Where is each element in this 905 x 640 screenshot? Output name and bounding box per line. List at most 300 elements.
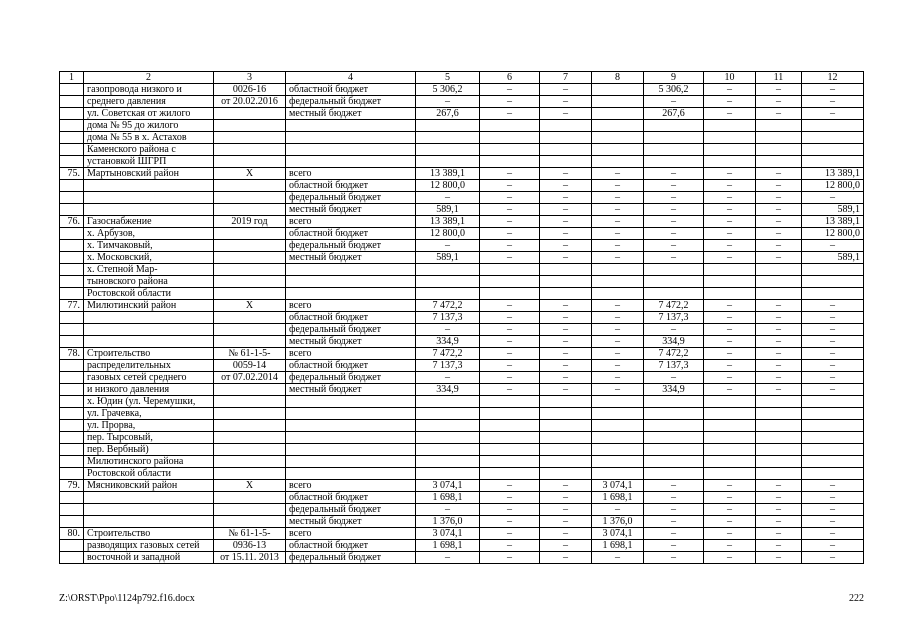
- value-col-9-cell: –: [644, 528, 704, 540]
- value-col-7-cell: [540, 276, 592, 288]
- value-col-8-cell: [592, 144, 644, 156]
- total-value-cell: [416, 276, 480, 288]
- total-value-cell: [416, 432, 480, 444]
- table-row: [60, 360, 864, 372]
- row-number-cell: [60, 312, 84, 324]
- value-col-7-cell: –: [540, 228, 592, 240]
- document-ref-cell: [214, 144, 286, 156]
- funding-source-cell: [286, 420, 416, 432]
- value-col-7-cell: [540, 444, 592, 456]
- value-col-8-cell: [592, 420, 644, 432]
- document-ref-cell: 0026-16: [214, 84, 286, 96]
- value-col-12-cell: [802, 276, 864, 288]
- document-ref-cell: [214, 516, 286, 528]
- value-col-10-cell: –: [704, 300, 756, 312]
- total-value-cell: [416, 144, 480, 156]
- value-col-11-cell: –: [756, 192, 802, 204]
- row-number-cell: [60, 288, 84, 300]
- object-name-cell: [84, 516, 214, 528]
- value-col-7-cell: –: [540, 300, 592, 312]
- row-number-cell: [60, 360, 84, 372]
- value-col-6-cell: –: [480, 108, 540, 120]
- total-value-cell: 7 137,3: [416, 312, 480, 324]
- value-col-8-cell: [592, 96, 644, 108]
- value-col-9-cell: [644, 408, 704, 420]
- value-col-12-cell: –: [802, 240, 864, 252]
- document-ref-cell: [214, 336, 286, 348]
- document-ref-cell: [214, 252, 286, 264]
- value-col-9-cell: [644, 276, 704, 288]
- value-col-10-cell: –: [704, 204, 756, 216]
- document-ref-cell: [214, 396, 286, 408]
- value-col-12-cell: –: [802, 528, 864, 540]
- value-col-9-cell: –: [644, 228, 704, 240]
- document-ref-cell: [214, 204, 286, 216]
- value-col-9-cell: [644, 156, 704, 168]
- total-value-cell: –: [416, 192, 480, 204]
- document-ref-cell: [214, 384, 286, 396]
- value-col-8-cell: –: [592, 228, 644, 240]
- value-col-8-cell: –: [592, 312, 644, 324]
- value-col-12-cell: [802, 132, 864, 144]
- value-col-6-cell: –: [480, 252, 540, 264]
- value-col-8-cell: 1 376,0: [592, 516, 644, 528]
- value-col-11-cell: –: [756, 324, 802, 336]
- table-row: [60, 84, 864, 96]
- total-value-cell: –: [416, 372, 480, 384]
- column-header: 2: [84, 72, 214, 84]
- table-row: [60, 192, 864, 204]
- table-row: [60, 384, 864, 396]
- value-col-7-cell: –: [540, 192, 592, 204]
- value-col-10-cell: –: [704, 336, 756, 348]
- value-col-6-cell: [480, 144, 540, 156]
- value-col-10-cell: [704, 468, 756, 480]
- value-col-8-cell: [592, 120, 644, 132]
- value-col-9-cell: 7 137,3: [644, 312, 704, 324]
- value-col-12-cell: –: [802, 108, 864, 120]
- total-value-cell: 267,6: [416, 108, 480, 120]
- table-row: [60, 108, 864, 120]
- table-row: [60, 120, 864, 132]
- value-col-7-cell: –: [540, 504, 592, 516]
- value-col-6-cell: [480, 408, 540, 420]
- row-number-cell: [60, 192, 84, 204]
- value-col-10-cell: –: [704, 180, 756, 192]
- value-col-12-cell: –: [802, 312, 864, 324]
- table-row: [60, 264, 864, 276]
- value-col-11-cell: [756, 408, 802, 420]
- value-col-10-cell: –: [704, 192, 756, 204]
- document-ref-cell: [214, 324, 286, 336]
- value-col-12-cell: –: [802, 384, 864, 396]
- row-number-cell: [60, 396, 84, 408]
- document-ref-cell: 0936-13: [214, 540, 286, 552]
- object-name-cell: х. Степной Мар-: [84, 264, 214, 276]
- funding-source-cell: местный бюджет: [286, 384, 416, 396]
- row-number-cell: [60, 276, 84, 288]
- column-header: 4: [286, 72, 416, 84]
- value-col-8-cell: 3 074,1: [592, 528, 644, 540]
- funding-source-cell: всего: [286, 480, 416, 492]
- object-name-cell: х. Арбузов,: [84, 228, 214, 240]
- value-col-11-cell: [756, 396, 802, 408]
- value-col-7-cell: –: [540, 528, 592, 540]
- value-col-9-cell: 334,9: [644, 336, 704, 348]
- value-col-7-cell: –: [540, 96, 592, 108]
- object-name-cell: [84, 204, 214, 216]
- table-row: [60, 480, 864, 492]
- value-col-12-cell: 12 800,0: [802, 180, 864, 192]
- value-col-7-cell: [540, 288, 592, 300]
- table-row: [60, 168, 864, 180]
- row-number-cell: [60, 228, 84, 240]
- value-col-12-cell: –: [802, 336, 864, 348]
- total-value-cell: [416, 120, 480, 132]
- column-header: 12: [802, 72, 864, 84]
- row-number-cell: [60, 468, 84, 480]
- value-col-9-cell: [644, 132, 704, 144]
- total-value-cell: 13 389,1: [416, 168, 480, 180]
- total-value-cell: [416, 408, 480, 420]
- value-col-7-cell: –: [540, 540, 592, 552]
- value-col-6-cell: [480, 156, 540, 168]
- object-name-cell: пер. Тырсовый,: [84, 432, 214, 444]
- row-number-cell: [60, 204, 84, 216]
- value-col-6-cell: –: [480, 192, 540, 204]
- row-number-cell: [60, 324, 84, 336]
- value-col-8-cell: [592, 276, 644, 288]
- value-col-9-cell: [644, 420, 704, 432]
- value-col-9-cell: –: [644, 324, 704, 336]
- value-col-9-cell: [644, 432, 704, 444]
- value-col-11-cell: –: [756, 480, 802, 492]
- document-ref-cell: № 61-1-5-: [214, 348, 286, 360]
- table-row: [60, 372, 864, 384]
- value-col-10-cell: –: [704, 552, 756, 564]
- object-name-cell: Мясниковский район: [84, 480, 214, 492]
- value-col-9-cell: –: [644, 372, 704, 384]
- value-col-10-cell: [704, 120, 756, 132]
- value-col-6-cell: –: [480, 504, 540, 516]
- value-col-6-cell: –: [480, 552, 540, 564]
- column-header: 5: [416, 72, 480, 84]
- value-col-7-cell: [540, 144, 592, 156]
- value-col-9-cell: –: [644, 192, 704, 204]
- value-col-8-cell: –: [592, 336, 644, 348]
- value-col-10-cell: –: [704, 360, 756, 372]
- value-col-6-cell: –: [480, 96, 540, 108]
- value-col-7-cell: –: [540, 324, 592, 336]
- total-value-cell: 7 472,2: [416, 300, 480, 312]
- value-col-10-cell: [704, 420, 756, 432]
- value-col-8-cell: [592, 408, 644, 420]
- object-name-cell: [84, 504, 214, 516]
- value-col-11-cell: –: [756, 240, 802, 252]
- value-col-10-cell: –: [704, 372, 756, 384]
- row-number-cell: [60, 540, 84, 552]
- value-col-9-cell: 334,9: [644, 384, 704, 396]
- value-col-9-cell: –: [644, 252, 704, 264]
- document-ref-cell: Х: [214, 168, 286, 180]
- value-col-7-cell: [540, 156, 592, 168]
- value-col-6-cell: [480, 264, 540, 276]
- row-number-cell: [60, 120, 84, 132]
- value-col-7-cell: –: [540, 372, 592, 384]
- value-col-8-cell: [592, 84, 644, 96]
- value-col-9-cell: 7 472,2: [644, 348, 704, 360]
- column-header: 1: [60, 72, 84, 84]
- value-col-10-cell: [704, 444, 756, 456]
- row-number-cell: [60, 252, 84, 264]
- value-col-7-cell: [540, 432, 592, 444]
- row-number-cell: 80.: [60, 528, 84, 540]
- object-name-cell: [84, 336, 214, 348]
- value-col-9-cell: 5 306,2: [644, 84, 704, 96]
- value-col-12-cell: [802, 420, 864, 432]
- table-row: [60, 312, 864, 324]
- column-header: 6: [480, 72, 540, 84]
- document-ref-cell: [214, 468, 286, 480]
- total-value-cell: [416, 444, 480, 456]
- value-col-7-cell: –: [540, 168, 592, 180]
- table-row: [60, 204, 864, 216]
- value-col-7-cell: –: [540, 336, 592, 348]
- table-row: [60, 528, 864, 540]
- value-col-12-cell: [802, 432, 864, 444]
- value-col-11-cell: [756, 444, 802, 456]
- value-col-12-cell: –: [802, 492, 864, 504]
- document-ref-cell: [214, 504, 286, 516]
- document-ref-cell: Х: [214, 480, 286, 492]
- value-col-10-cell: [704, 408, 756, 420]
- total-value-cell: [416, 132, 480, 144]
- total-value-cell: 12 800,0: [416, 180, 480, 192]
- value-col-6-cell: –: [480, 480, 540, 492]
- funding-source-cell: [286, 144, 416, 156]
- table-row: [60, 396, 864, 408]
- row-number-cell: [60, 420, 84, 432]
- object-name-cell: газовых сетей среднего: [84, 372, 214, 384]
- value-col-8-cell: [592, 456, 644, 468]
- value-col-10-cell: –: [704, 540, 756, 552]
- total-value-cell: 334,9: [416, 336, 480, 348]
- total-value-cell: 1 698,1: [416, 492, 480, 504]
- row-number-cell: [60, 240, 84, 252]
- value-col-7-cell: –: [540, 84, 592, 96]
- value-col-12-cell: –: [802, 552, 864, 564]
- value-col-11-cell: –: [756, 312, 802, 324]
- object-name-cell: х. Тимчаковый,: [84, 240, 214, 252]
- object-name-cell: Ростовской области: [84, 468, 214, 480]
- value-col-9-cell: –: [644, 240, 704, 252]
- document-ref-cell: [214, 408, 286, 420]
- value-col-6-cell: –: [480, 372, 540, 384]
- value-col-11-cell: [756, 120, 802, 132]
- funding-source-cell: [286, 264, 416, 276]
- document-ref-cell: от 07.02.2014: [214, 372, 286, 384]
- table-row: [60, 96, 864, 108]
- value-col-7-cell: –: [540, 240, 592, 252]
- value-col-11-cell: –: [756, 204, 802, 216]
- row-number-cell: [60, 444, 84, 456]
- row-number-cell: [60, 492, 84, 504]
- row-number-cell: [60, 96, 84, 108]
- total-value-cell: 7 472,2: [416, 348, 480, 360]
- value-col-6-cell: –: [480, 240, 540, 252]
- total-value-cell: [416, 456, 480, 468]
- funding-source-cell: [286, 444, 416, 456]
- value-col-10-cell: –: [704, 168, 756, 180]
- value-col-7-cell: [540, 468, 592, 480]
- value-col-7-cell: [540, 456, 592, 468]
- total-value-cell: 7 137,3: [416, 360, 480, 372]
- table-row: [60, 216, 864, 228]
- value-col-10-cell: –: [704, 84, 756, 96]
- funding-source-cell: [286, 408, 416, 420]
- footer-page-number: 222: [849, 593, 864, 604]
- document-ref-cell: [214, 288, 286, 300]
- funding-source-cell: [286, 396, 416, 408]
- row-number-cell: [60, 264, 84, 276]
- value-col-10-cell: [704, 156, 756, 168]
- value-col-7-cell: –: [540, 216, 592, 228]
- value-col-12-cell: [802, 408, 864, 420]
- document-ref-cell: [214, 108, 286, 120]
- value-col-10-cell: [704, 132, 756, 144]
- table-row: [60, 156, 864, 168]
- value-col-8-cell: –: [592, 204, 644, 216]
- table-row: [60, 300, 864, 312]
- document-ref-cell: [214, 444, 286, 456]
- table-row: [60, 180, 864, 192]
- value-col-12-cell: –: [802, 504, 864, 516]
- document-ref-cell: [214, 120, 286, 132]
- total-value-cell: 589,1: [416, 252, 480, 264]
- funding-source-cell: областной бюджет: [286, 84, 416, 96]
- value-col-8-cell: [592, 444, 644, 456]
- table-row: [60, 516, 864, 528]
- table-row: [60, 468, 864, 480]
- value-col-8-cell: [592, 468, 644, 480]
- value-col-11-cell: –: [756, 336, 802, 348]
- value-col-11-cell: –: [756, 372, 802, 384]
- document-ref-cell: [214, 276, 286, 288]
- funding-source-cell: местный бюджет: [286, 516, 416, 528]
- value-col-10-cell: [704, 288, 756, 300]
- value-col-9-cell: –: [644, 492, 704, 504]
- value-col-11-cell: –: [756, 228, 802, 240]
- value-col-8-cell: –: [592, 216, 644, 228]
- row-number-cell: 76.: [60, 216, 84, 228]
- row-number-cell: [60, 132, 84, 144]
- value-col-7-cell: [540, 120, 592, 132]
- table-row: [60, 432, 864, 444]
- value-col-12-cell: –: [802, 372, 864, 384]
- value-col-7-cell: –: [540, 312, 592, 324]
- value-col-10-cell: –: [704, 324, 756, 336]
- funding-source-cell: всего: [286, 216, 416, 228]
- funding-source-cell: областной бюджет: [286, 360, 416, 372]
- value-col-12-cell: 13 389,1: [802, 168, 864, 180]
- value-col-12-cell: [802, 144, 864, 156]
- value-col-11-cell: –: [756, 504, 802, 516]
- value-col-6-cell: –: [480, 528, 540, 540]
- document-ref-cell: 2019 год: [214, 216, 286, 228]
- object-name-cell: ул. Советская от жилого: [84, 108, 214, 120]
- value-col-6-cell: [480, 468, 540, 480]
- table-row: [60, 132, 864, 144]
- value-col-8-cell: 3 074,1: [592, 480, 644, 492]
- value-col-9-cell: [644, 144, 704, 156]
- value-col-6-cell: –: [480, 216, 540, 228]
- value-col-12-cell: –: [802, 96, 864, 108]
- total-value-cell: 3 074,1: [416, 528, 480, 540]
- value-col-8-cell: –: [592, 168, 644, 180]
- row-number-cell: 77.: [60, 300, 84, 312]
- row-number-cell: [60, 456, 84, 468]
- total-value-cell: [416, 468, 480, 480]
- value-col-9-cell: 267,6: [644, 108, 704, 120]
- row-number-cell: [60, 372, 84, 384]
- value-col-10-cell: [704, 432, 756, 444]
- value-col-6-cell: –: [480, 228, 540, 240]
- funding-source-cell: федеральный бюджет: [286, 552, 416, 564]
- value-col-9-cell: –: [644, 204, 704, 216]
- table-row: [60, 540, 864, 552]
- row-number-cell: [60, 384, 84, 396]
- value-col-9-cell: 7 472,2: [644, 300, 704, 312]
- value-col-7-cell: –: [540, 180, 592, 192]
- document-ref-cell: [214, 432, 286, 444]
- value-col-10-cell: –: [704, 252, 756, 264]
- funding-source-cell: [286, 120, 416, 132]
- row-number-cell: [60, 504, 84, 516]
- column-header: 8: [592, 72, 644, 84]
- object-name-cell: установкой ШГРП: [84, 156, 214, 168]
- value-col-11-cell: –: [756, 300, 802, 312]
- funding-source-cell: областной бюджет: [286, 180, 416, 192]
- funding-source-cell: областной бюджет: [286, 492, 416, 504]
- object-name-cell: Милютинского района: [84, 456, 214, 468]
- value-col-8-cell: –: [592, 348, 644, 360]
- value-col-8-cell: [592, 156, 644, 168]
- value-col-6-cell: [480, 276, 540, 288]
- value-col-11-cell: [756, 276, 802, 288]
- row-number-cell: [60, 108, 84, 120]
- funding-source-cell: областной бюджет: [286, 312, 416, 324]
- value-col-10-cell: –: [704, 492, 756, 504]
- value-col-12-cell: [802, 456, 864, 468]
- value-col-9-cell: –: [644, 180, 704, 192]
- value-col-12-cell: –: [802, 348, 864, 360]
- value-col-11-cell: –: [756, 360, 802, 372]
- value-col-8-cell: [592, 396, 644, 408]
- value-col-9-cell: –: [644, 480, 704, 492]
- value-col-6-cell: –: [480, 540, 540, 552]
- row-number-cell: [60, 84, 84, 96]
- total-value-cell: 1 698,1: [416, 540, 480, 552]
- value-col-6-cell: [480, 120, 540, 132]
- document-ref-cell: [214, 264, 286, 276]
- value-col-12-cell: [802, 264, 864, 276]
- value-col-12-cell: –: [802, 540, 864, 552]
- total-value-cell: 589,1: [416, 204, 480, 216]
- row-number-cell: 79.: [60, 480, 84, 492]
- object-name-cell: Милютинский район: [84, 300, 214, 312]
- value-col-8-cell: –: [592, 372, 644, 384]
- value-col-6-cell: –: [480, 384, 540, 396]
